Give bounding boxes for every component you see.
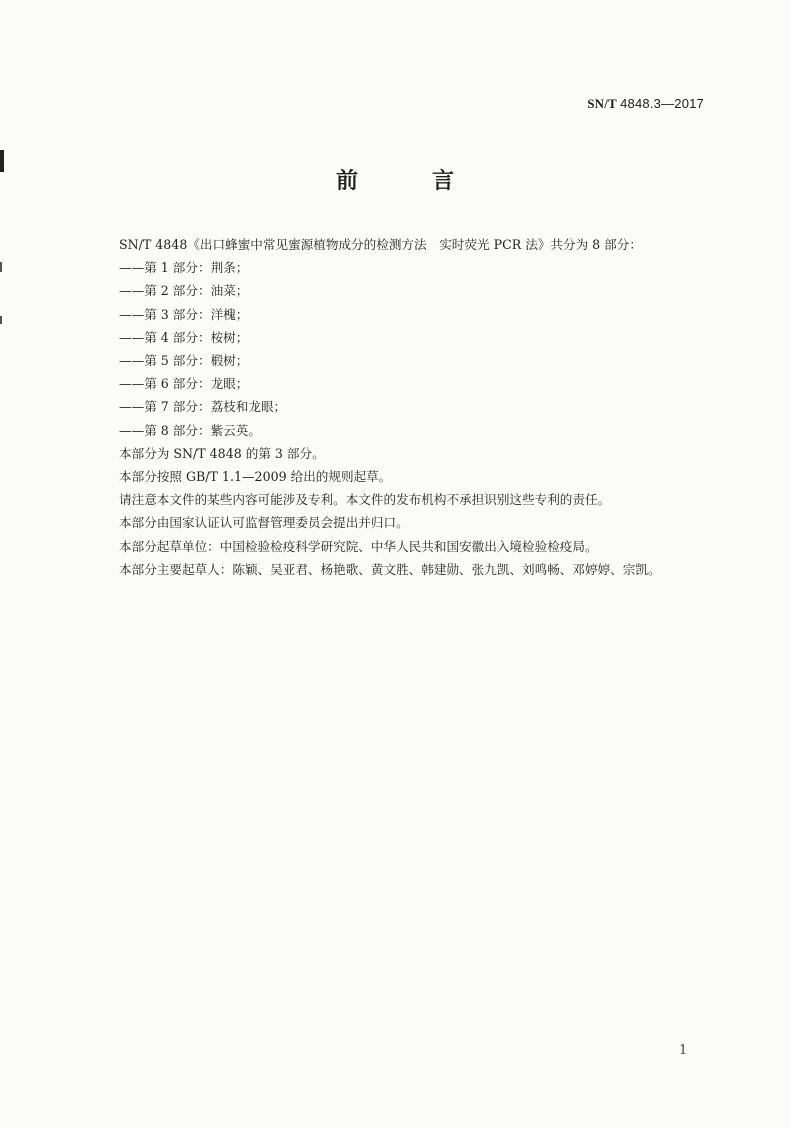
scan-edge-mark	[0, 262, 2, 272]
list-item: ——第 2 部分：油菜；	[119, 283, 249, 299]
list-item: ——第 3 部分：洋槐；	[119, 306, 249, 322]
drafting-units: 本部分起草单位：中国检验检疫科学研究院、中华人民共和国安徽出入境检验检疫局。	[119, 538, 598, 554]
part-statement: 本部分为 SN/T 4848 的第 3 部分。	[119, 445, 325, 461]
scan-edge-mark	[0, 316, 2, 324]
list-item: ——第 7 部分：荔枝和龙眼；	[119, 399, 287, 415]
patent-notice: 请注意本文件的某些内容可能涉及专利。本文件的发布机构不承担识别这些专利的责任。	[119, 492, 611, 508]
drafting-rules: 本部分按照 GB/T 1.1—2009 给出的规则起草。	[119, 469, 392, 485]
list-item: ——第 4 部分：桉树；	[119, 329, 249, 345]
intro-paragraph: SN/T 4848《出口蜂蜜中常见蜜源植物成分的检测方法 实时荧光 PCR 法》共分为 8 部分：	[119, 237, 642, 252]
proposer-statement: 本部分由国家认证认可监督管理委员会提出并归口。	[119, 515, 409, 531]
drafters: 本部分主要起草人：陈颖、吴亚君、杨艳歌、黄文胜、韩建勋、张九凯、刘鸣畅、邓婷婷、宗凯。	[119, 561, 661, 577]
standard-code: 4848.3—2017	[620, 96, 704, 111]
list-item: ——第 6 部分：龙眼；	[119, 376, 249, 392]
standard-prefix: SN/T	[587, 96, 617, 111]
standard-number	[587, 96, 704, 112]
page-title: 前 言	[335, 169, 480, 194]
list-item: ——第 1 部分：荆条；	[119, 260, 249, 276]
list-item: ——第 5 部分：椴树；	[119, 353, 249, 369]
list-item: ——第 8 部分：紫云英。	[119, 422, 261, 438]
page-number: 1	[679, 1043, 688, 1058]
foreword-body	[119, 233, 719, 581]
